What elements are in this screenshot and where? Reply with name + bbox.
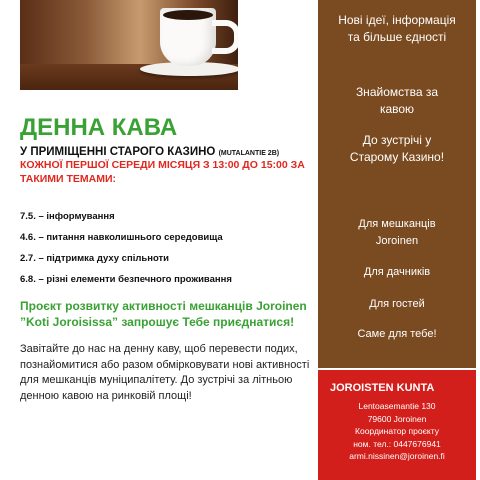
contact-details	[318, 400, 476, 463]
topic-item: 2.7. – підтримка духу спільноти	[20, 253, 170, 264]
topic-item: 7.5. – інформування	[20, 211, 115, 222]
slogan-ideas: Нові ідеї, інформація та більше єдності	[338, 13, 456, 44]
contact-role: Координатор проєкту	[355, 426, 439, 436]
project-invitation: Проєкт розвитку активності мешканців Joroinen ”Koti Joroisissa” запрошує Тебе приєднатися!	[20, 299, 307, 329]
topic-list	[20, 206, 310, 290]
venue-address: (MUTALANTIE 2B)	[218, 150, 280, 157]
page-title: ДЕННА КАВА	[20, 114, 178, 141]
body-text: Завітайте до нас на денну каву, щоб перевести подих, познайомитися або разом обмірковувати нові активності для мешканців муніципалітету. До зустрічі за літньою денною кавою на ринковій площі!	[20, 343, 310, 402]
contact-phone: ном. тел.: 0447676941	[353, 438, 441, 449]
cup-handle	[212, 20, 238, 54]
venue-main: У ПРИМІЩЕННІ СТАРОГО КАЗИНО	[20, 146, 216, 158]
audience-cottagers: Для дачників	[363, 266, 431, 278]
sidebar	[318, 0, 476, 368]
topic-item: 6.8. – різні елементи безпечного проживання	[20, 274, 232, 285]
left-column	[20, 100, 310, 404]
coffee-cup-photo	[20, 0, 238, 90]
coffee-surface	[163, 10, 213, 20]
slogan-meetings: Знайомства за кавою	[355, 85, 439, 116]
slogan-see-you: До зустрічі у Старому Казино!	[349, 133, 445, 164]
audience-guests: Для гостей	[369, 298, 425, 310]
venue-line	[20, 146, 310, 158]
audience-residents: Для мешканців Joroinen	[358, 218, 436, 247]
contact-city: 79600 Joroinen	[367, 413, 427, 424]
audience-you: Саме для тебе!	[357, 328, 437, 340]
contact-street: Lentoasemantie 130	[358, 401, 436, 411]
topic-item: 4.6. – питання навколишнього середовища	[20, 232, 223, 243]
schedule-text: КОЖНОЇ ПЕРШОЇ СЕРЕДИ МІСЯЦЯ З 13:00 ДО 15:00 ЗА ТАКИМИ ТЕМАМИ:	[20, 159, 305, 185]
contact-org: JOROISTEN KUNTA	[330, 382, 435, 394]
contact-box	[318, 370, 476, 480]
contact-email[interactable]: armi.nissinen@joroinen.fi	[349, 451, 445, 461]
